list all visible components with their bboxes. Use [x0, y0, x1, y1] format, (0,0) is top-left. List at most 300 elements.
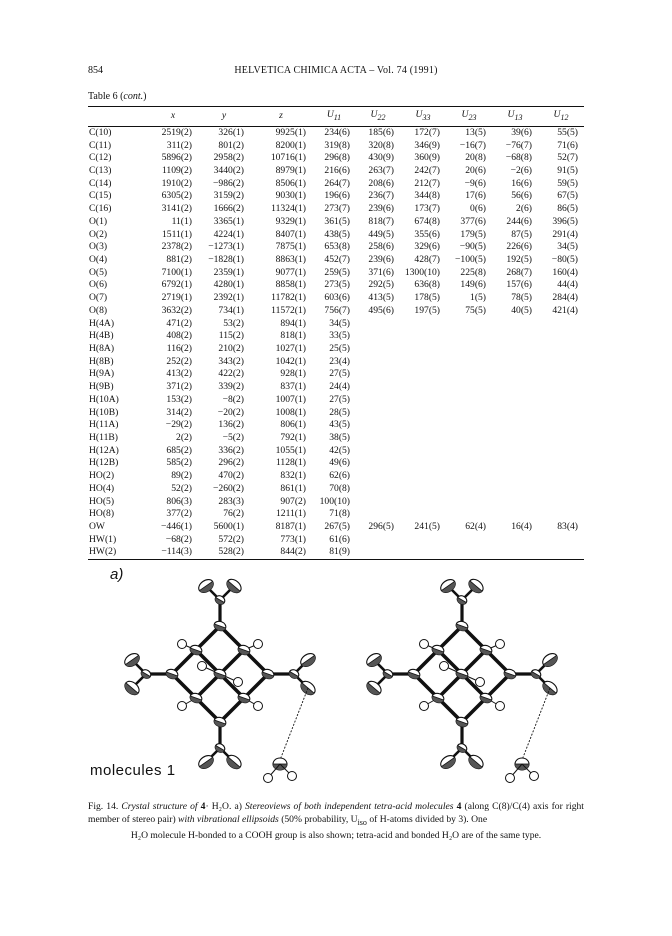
value-cell: 28(5) — [329, 406, 350, 418]
hydrogen-atom — [476, 678, 485, 687]
value-cell: 83(4) — [557, 521, 578, 533]
value-cell: 52(2) — [171, 482, 192, 494]
value-cell: 149(6) — [460, 279, 486, 291]
value-cell: 239(6) — [368, 203, 394, 215]
value-cell: 296(5) — [368, 521, 394, 533]
value-cell: 2378(2) — [161, 241, 192, 253]
value-cell: 61(6) — [329, 533, 350, 545]
value-cell — [538, 394, 584, 407]
value-cell: 9329(1) — [275, 215, 306, 227]
table-row — [88, 267, 584, 280]
col-header-y: y — [198, 107, 250, 127]
col-header-u11: $U_{11}$ — [312, 107, 356, 127]
value-cell: 234(6) — [324, 126, 350, 138]
value-cell: 1027(1) — [275, 343, 306, 355]
value-cell: −114(3) — [148, 546, 198, 559]
value-cell: 4280(1) — [213, 279, 244, 291]
value-cell: 116(2) — [166, 343, 192, 355]
value-cell: 806(3) — [166, 495, 192, 507]
coordinates-table — [88, 106, 584, 560]
table-row — [88, 216, 584, 229]
value-cell — [538, 470, 584, 483]
figure-caption — [88, 800, 584, 842]
hydrogen-atom — [254, 702, 263, 711]
hydrogen-atom — [440, 662, 449, 671]
value-cell — [356, 432, 400, 445]
value-cell: 801(2) — [218, 139, 244, 151]
value-cell — [492, 445, 538, 458]
value-cell: −260(2) — [213, 482, 244, 494]
value-cell: 252(2) — [166, 355, 192, 367]
value-cell: 371(2) — [166, 381, 192, 393]
value-cell — [446, 394, 492, 407]
value-cell — [538, 368, 584, 381]
hydrogen-atom — [420, 640, 429, 649]
value-cell: 438(5) — [324, 228, 350, 240]
value-cell — [400, 343, 446, 356]
stereoview-figure — [88, 566, 584, 794]
atom-label-cell: HW(2) — [88, 546, 148, 559]
caption-part-a: a) — [234, 801, 245, 812]
atom-label-cell: C(13) — [89, 164, 112, 176]
value-cell: 273(7) — [324, 203, 350, 215]
value-cell: 8858(1) — [275, 279, 306, 291]
value-cell: 42(5) — [329, 444, 350, 456]
table-row — [88, 228, 584, 241]
value-cell: −80(5) — [551, 253, 578, 265]
value-cell — [400, 496, 446, 509]
value-cell: 25(5) — [329, 343, 350, 355]
value-cell: 344(8) — [414, 190, 440, 202]
value-cell: 3365(1) — [213, 215, 244, 227]
table-row — [88, 546, 584, 559]
value-cell: 197(5) — [414, 304, 440, 316]
value-cell: 273(5) — [324, 279, 350, 291]
table-row — [88, 305, 584, 318]
caption-part-a-italic2: with vibrational ellipsoids — [178, 814, 279, 825]
value-cell: 27(5) — [329, 368, 350, 380]
value-cell: 91(5) — [557, 164, 578, 176]
value-cell — [400, 381, 446, 394]
hydrogen-atom — [178, 702, 187, 711]
value-cell: 413(2) — [166, 368, 192, 380]
value-cell: 6305(2) — [161, 190, 192, 202]
caption-part-a-rest3: of H-atoms divided by 3). One — [366, 814, 488, 825]
value-cell — [492, 368, 538, 381]
value-cell — [356, 508, 400, 521]
value-cell: 212(7) — [414, 177, 440, 189]
value-cell: 81(9) — [312, 546, 356, 559]
value-cell — [356, 470, 400, 483]
value-cell: 62(4) — [465, 521, 486, 533]
atom-label-cell: H(9A) — [89, 368, 115, 380]
value-cell: 685(2) — [166, 444, 192, 456]
value-cell — [356, 496, 400, 509]
value-cell: 2392(1) — [213, 292, 244, 304]
table-caption-prefix: Table 6 ( — [88, 91, 124, 102]
value-cell: 44(4) — [557, 279, 578, 291]
value-cell — [538, 330, 584, 343]
value-cell: −446(1) — [161, 521, 192, 533]
value-cell: 244(6) — [506, 215, 532, 227]
value-cell: 296(2) — [218, 457, 244, 469]
value-cell — [446, 343, 492, 356]
value-cell: 2(6) — [516, 203, 532, 215]
page-number: 854 — [88, 65, 103, 76]
value-cell: 71(6) — [557, 139, 578, 151]
atom-label-cell: C(14) — [89, 177, 112, 189]
value-cell — [400, 534, 446, 547]
value-cell — [538, 483, 584, 496]
panel-label: a) — [110, 566, 124, 583]
value-cell — [492, 508, 538, 521]
atom-label-cell: H(8B) — [89, 355, 114, 367]
value-cell — [538, 317, 584, 330]
value-cell: 2(2) — [176, 432, 192, 444]
value-cell: 1511(1) — [161, 228, 192, 240]
value-cell: 572(2) — [218, 533, 244, 545]
atom-label-cell: O(5) — [89, 266, 108, 278]
atom-label-cell: O(4) — [89, 253, 108, 265]
value-cell: 430(9) — [368, 152, 394, 164]
atom-label-cell: OW — [89, 521, 105, 533]
table-row — [88, 330, 584, 343]
hydrogen-atom — [420, 702, 429, 711]
value-cell: 360(9) — [414, 152, 440, 164]
value-cell — [356, 546, 400, 559]
value-cell — [538, 534, 584, 547]
value-cell: 178(5) — [414, 292, 440, 304]
value-cell: 3159(2) — [213, 190, 244, 202]
value-cell: 8187(1) — [275, 521, 306, 533]
value-cell: 8506(1) — [275, 177, 306, 189]
value-cell — [356, 394, 400, 407]
hbond-line — [280, 688, 308, 760]
value-cell: 196(6) — [324, 190, 350, 202]
value-cell: 75(5) — [465, 304, 486, 316]
atom-label-cell: O(2) — [89, 228, 108, 240]
value-cell — [400, 470, 446, 483]
value-cell: 153(2) — [166, 393, 192, 405]
value-cell: 3141(2) — [161, 203, 192, 215]
value-cell: 34(5) — [557, 241, 578, 253]
value-cell — [400, 317, 446, 330]
value-cell: 179(5) — [460, 228, 486, 240]
atom-label-cell: H(12A) — [89, 444, 119, 456]
atom-label-cell: C(11) — [89, 139, 112, 151]
value-cell — [356, 343, 400, 356]
col-header-u33: $U_{33}$ — [400, 107, 446, 127]
value-cell: 258(6) — [368, 241, 394, 253]
value-cell — [446, 508, 492, 521]
value-cell: 818(1) — [280, 330, 306, 342]
atom-label-cell: O(7) — [89, 292, 108, 304]
value-cell: 2958(2) — [213, 152, 244, 164]
value-cell: 242(7) — [414, 164, 440, 176]
value-cell: 585(2) — [166, 457, 192, 469]
value-cell: 1300(10) — [404, 266, 440, 278]
value-cell — [492, 394, 538, 407]
hydrogen-atom — [198, 662, 207, 671]
value-cell: 881(2) — [166, 253, 192, 265]
value-cell: 2719(1) — [161, 292, 192, 304]
value-cell: 1211(1) — [275, 508, 306, 520]
value-cell: 208(6) — [368, 177, 394, 189]
value-cell: 11572(1) — [271, 304, 306, 316]
value-cell: 296(8) — [324, 152, 350, 164]
table-row — [88, 508, 584, 521]
value-cell: 339(2) — [218, 381, 244, 393]
atom-label-cell: H(11B) — [89, 432, 118, 444]
value-cell: 53(2) — [223, 317, 244, 329]
table-caption-cont: cont. — [123, 91, 144, 102]
col-header-u22: $U_{22}$ — [356, 107, 400, 127]
value-cell: 756(7) — [324, 304, 350, 316]
atom-label-cell: H(10B) — [89, 406, 119, 418]
hydrogen-atom — [254, 640, 263, 649]
value-cell: 292(5) — [368, 279, 394, 291]
table-row — [88, 496, 584, 509]
value-cell: 1910(2) — [161, 177, 192, 189]
value-cell — [538, 407, 584, 420]
table-row — [88, 407, 584, 420]
table-row — [88, 445, 584, 458]
table-row — [88, 139, 584, 152]
atom-label-cell: H(12B) — [89, 457, 119, 469]
value-cell: 4224(1) — [213, 228, 244, 240]
value-cell: 1109(2) — [161, 164, 192, 176]
table-row — [88, 356, 584, 369]
value-cell: −8(2) — [222, 393, 244, 405]
value-cell: 1(5) — [470, 292, 486, 304]
value-cell: 7100(1) — [161, 266, 192, 278]
value-cell: 326(1) — [218, 126, 244, 138]
value-cell: 1055(1) — [275, 444, 306, 456]
atom-label-cell: H(9B) — [89, 381, 114, 393]
value-cell: 33(5) — [329, 330, 350, 342]
hydrogen-atom — [506, 774, 515, 783]
value-cell — [538, 343, 584, 356]
value-cell: 428(7) — [414, 253, 440, 265]
value-cell: 3440(2) — [213, 164, 244, 176]
value-cell — [446, 368, 492, 381]
value-cell: 100(10) — [319, 495, 350, 507]
caption-title-bold: 4 — [197, 801, 206, 812]
value-cell: 2359(1) — [213, 266, 244, 278]
value-cell: 241(5) — [414, 521, 440, 533]
value-cell: 23(4) — [329, 355, 350, 367]
value-cell — [400, 445, 446, 458]
table-row — [88, 126, 584, 139]
value-cell: 267(5) — [324, 521, 350, 533]
col-header-u13: $U_{13}$ — [492, 107, 538, 127]
value-cell: 844(2) — [250, 546, 312, 559]
atom-label-cell: C(10) — [89, 126, 112, 138]
caption-fig-num: Fig. 14. — [88, 801, 122, 812]
value-cell: 0(6) — [470, 203, 486, 215]
value-cell: 1666(2) — [213, 203, 244, 215]
value-cell: 38(5) — [329, 432, 350, 444]
value-cell: 495(6) — [368, 304, 394, 316]
value-cell: −68(8) — [505, 152, 532, 164]
table-row — [88, 394, 584, 407]
table-row — [88, 470, 584, 483]
hydrogen-atom — [234, 678, 243, 687]
value-cell: 361(5) — [324, 215, 350, 227]
value-cell: 343(2) — [218, 355, 244, 367]
atom-label-cell: H(10A) — [89, 393, 119, 405]
hydrogen-atom — [178, 640, 187, 649]
value-cell — [492, 534, 538, 547]
value-cell: 236(7) — [368, 190, 394, 202]
value-cell — [446, 546, 492, 559]
value-cell: 603(6) — [324, 292, 350, 304]
value-cell: 78(5) — [511, 292, 532, 304]
col-header-z: z — [250, 107, 312, 127]
table-header-row — [88, 107, 584, 127]
value-cell — [446, 457, 492, 470]
value-cell — [446, 496, 492, 509]
atom-label-cell: C(16) — [89, 203, 112, 215]
col-header-u12: $U_{12}$ — [538, 107, 584, 127]
value-cell: 89(2) — [171, 470, 192, 482]
value-cell — [538, 381, 584, 394]
value-cell: 471(2) — [166, 317, 192, 329]
value-cell: 173(7) — [414, 203, 440, 215]
value-cell: 67(5) — [557, 190, 578, 202]
col-header-x: x — [148, 107, 198, 127]
value-cell: 421(4) — [552, 304, 578, 316]
value-cell: 1128(1) — [275, 457, 306, 469]
value-cell: 10716(1) — [270, 152, 306, 164]
value-cell: 8407(1) — [275, 228, 306, 240]
value-cell: 5896(2) — [161, 152, 192, 164]
atom-label-cell: H(4A) — [89, 317, 115, 329]
table-row — [88, 203, 584, 216]
value-cell — [492, 356, 538, 369]
value-cell: 70(8) — [329, 482, 350, 494]
value-cell — [492, 457, 538, 470]
value-cell — [492, 432, 538, 445]
value-cell: 11782(1) — [271, 292, 306, 304]
value-cell: 792(1) — [280, 432, 306, 444]
value-cell: 160(4) — [552, 266, 578, 278]
value-cell: 11(1) — [171, 215, 192, 227]
value-cell — [538, 546, 584, 559]
value-cell: 13(5) — [465, 126, 486, 138]
value-cell: −2(6) — [510, 164, 532, 176]
value-cell — [446, 470, 492, 483]
value-cell — [538, 419, 584, 432]
value-cell: −1273(1) — [208, 241, 244, 253]
value-cell: 210(2) — [218, 343, 244, 355]
value-cell — [492, 317, 538, 330]
value-cell: 314(2) — [166, 406, 192, 418]
value-cell — [400, 432, 446, 445]
value-cell: 71(8) — [329, 508, 350, 520]
molecules-label: molecules 1 — [90, 762, 176, 779]
value-cell — [446, 356, 492, 369]
table-row — [88, 521, 584, 534]
atom-label-cell: HW(1) — [89, 533, 117, 545]
page-header — [88, 64, 584, 78]
value-cell — [446, 407, 492, 420]
value-cell: 283(3) — [218, 495, 244, 507]
value-cell: 371(6) — [368, 266, 394, 278]
table-row — [88, 419, 584, 432]
value-cell — [492, 381, 538, 394]
value-cell: 59(5) — [557, 177, 578, 189]
hbond-line — [522, 688, 550, 760]
value-cell — [446, 317, 492, 330]
table-row — [88, 254, 584, 267]
value-cell: 239(6) — [368, 253, 394, 265]
atom-label-cell: O(6) — [89, 279, 108, 291]
atom-label-cell: O(8) — [89, 304, 108, 316]
value-cell — [538, 445, 584, 458]
value-cell — [356, 368, 400, 381]
atom-label-cell: O(1) — [89, 215, 108, 227]
atom-label-cell: C(12) — [89, 152, 112, 164]
value-cell: 734(1) — [218, 304, 244, 316]
table-caption-suffix: ) — [143, 91, 147, 102]
value-cell: 24(4) — [329, 381, 350, 393]
table-row — [88, 317, 584, 330]
value-cell: 16(6) — [511, 177, 532, 189]
value-cell: −20(2) — [217, 406, 244, 418]
value-cell — [400, 330, 446, 343]
value-cell — [400, 356, 446, 369]
value-cell: 136(2) — [218, 419, 244, 431]
value-cell — [356, 356, 400, 369]
value-cell: 86(5) — [557, 203, 578, 215]
table-row — [88, 483, 584, 496]
atom-label-cell: HO(5) — [89, 495, 115, 507]
stereoview-drawing — [88, 566, 584, 794]
value-cell: 20(6) — [465, 164, 486, 176]
value-cell — [356, 419, 400, 432]
table-caption — [88, 90, 146, 104]
value-cell: 8200(1) — [275, 139, 306, 151]
value-cell: −5(2) — [222, 432, 244, 444]
value-cell: 76(2) — [223, 508, 244, 520]
value-cell: 674(8) — [414, 215, 440, 227]
value-cell: 55(5) — [557, 126, 578, 138]
running-title: HELVETICA CHIMICA ACTA – Vol. 74 (1991) — [234, 65, 438, 76]
value-cell — [356, 457, 400, 470]
caption-part-a-rest: (along C(8)/C(4) axis for right member of stereo pair) — [88, 801, 584, 825]
value-cell: 291(4) — [552, 228, 578, 240]
value-cell — [400, 394, 446, 407]
value-cell — [356, 534, 400, 547]
value-cell — [492, 470, 538, 483]
value-cell: 928(1) — [280, 368, 306, 380]
value-cell — [356, 407, 400, 420]
value-cell: 8979(1) — [275, 164, 306, 176]
atom-label-cell: H(11A) — [89, 419, 119, 431]
value-cell — [400, 407, 446, 420]
value-cell: 39(6) — [511, 126, 532, 138]
value-cell: 27(5) — [329, 393, 350, 405]
table-body — [88, 126, 584, 559]
value-cell — [492, 546, 538, 559]
hydrogen-atom — [264, 774, 273, 783]
table-row — [88, 279, 584, 292]
value-cell: 2519(2) — [161, 126, 192, 138]
value-cell: 329(6) — [414, 241, 440, 253]
value-cell: 8863(1) — [275, 253, 306, 265]
value-cell: 9077(1) — [275, 266, 306, 278]
